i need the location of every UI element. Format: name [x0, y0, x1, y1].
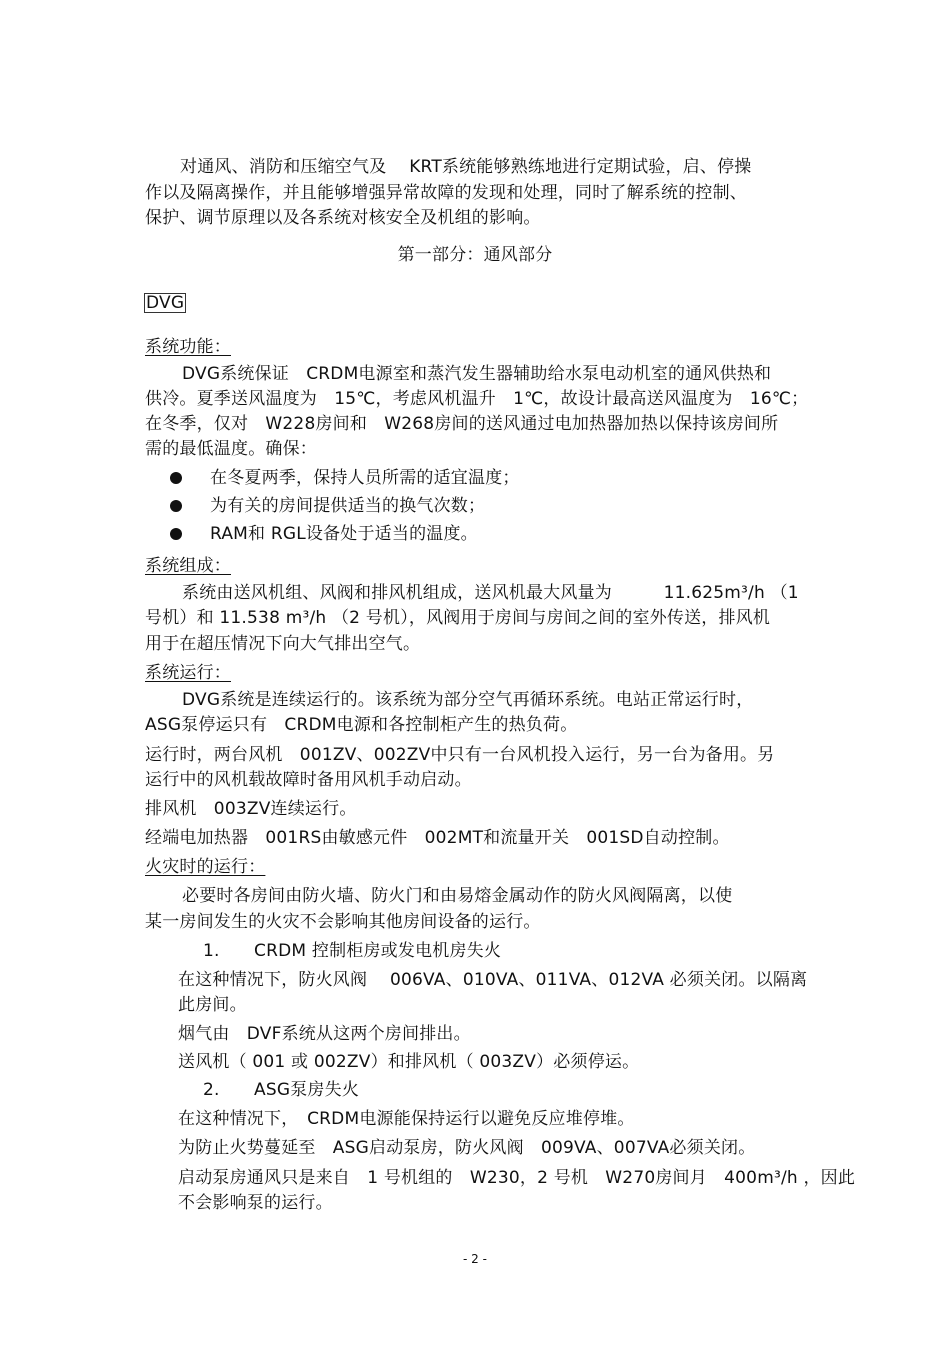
composition-line-2: 号机）和 11.538 m³/h （2 号机），风阀用于房间与房间之间的室外传送，排风机 — [145, 608, 771, 628]
fire-case1-line-2: 此房间。 — [178, 995, 247, 1015]
operation-line-2: ASG泵停运只有 CRDM电源和各控制柜产生的热负荷。 — [145, 715, 578, 735]
operation-line-4: 运行中的风机载故障时备用风机手动启动。 — [145, 770, 472, 790]
fire-case2-line-2: 为防止火势蔓延至 ASG启动泵房，防火风阀 009VA、007VA必须关闭。 — [178, 1138, 756, 1158]
fire-case2-title: 2. ASG泵房失火 — [203, 1080, 360, 1100]
operation-line-6: 经端电加热器 001RS由敏感元件 002MT和流量开关 001SD自动控制。 — [145, 828, 730, 848]
bullet-dot-2 — [170, 500, 182, 512]
function-heading: 系统功能： — [145, 337, 231, 357]
bullet-item-3: RAM和 RGL设备处于适当的温度。 — [210, 524, 478, 544]
function-line-4: 需的最低温度。确保： — [145, 439, 317, 459]
fire-case1-line-3: 烟气由 DVF系统从这两个房间排出。 — [178, 1024, 471, 1044]
bullet-dot-1 — [170, 472, 182, 484]
operation-line-1: DVG系统是连续运行的。该系统为部分空气再循环系统。电站正常运行时， — [182, 690, 754, 710]
intro-line-1: 对通风、消防和压缩空气及 KRT系统能够熟练地进行定期试验，启、停操 — [180, 157, 752, 177]
fire-line-1: 必要时各房间由防火墙、防火门和由易熔金属动作的防火风阀隔离，以使 — [182, 886, 733, 906]
system-name — [144, 293, 186, 313]
system-name-box: DVG — [146, 293, 185, 313]
function-line-3: 在冬季，仅对 W228房间和 W268房间的送风通过电加热器加热以保持该房间所 — [145, 414, 779, 434]
composition-heading: 系统组成： — [145, 556, 231, 576]
fire-case1-line-4: 送风机（ 001 或 002ZV）和排风机（ 003ZV）必须停运。 — [178, 1052, 640, 1072]
composition-line-1: 系统由送风机组、风阀和排风机组成，送风机最大风量为 11.625m³/h （1 — [182, 583, 799, 603]
page-number: - 2 - — [463, 1252, 487, 1266]
part-title: 第一部分：通风部分 — [397, 245, 553, 265]
fire-case1-line-1: 在这种情况下，防火风阀 006VA、010VA、011VA、012VA 必须关闭。以隔离 — [178, 970, 808, 990]
intro-line-2: 作以及隔离操作，并且能够增强异常故障的发现和处理，同时了解系统的控制、 — [145, 183, 747, 203]
intro-line-3: 保护、调节原理以及各系统对核安全及机组的影响。 — [145, 208, 541, 228]
fire-case2-line-1: 在这种情况下， CRDM电源能保持运行以避免反应堆停堆。 — [178, 1109, 635, 1129]
fire-line-2: 某一房间发生的火灾不会影响其他房间设备的运行。 — [145, 912, 541, 932]
fire-case1-title: 1. CRDM 控制柜房或发电机房失火 — [203, 941, 502, 961]
composition-line-3: 用于在超压情况下向大气排出空气。 — [145, 634, 421, 654]
function-line-2: 供冷。夏季送风温度为 15℃，考虑风机温升 1℃，故设计最高送风温度为 16℃； — [145, 389, 809, 409]
operation-line-3: 运行时，两台风机 001ZV、002ZV中只有一台风机投入运行，另一台为备用。另 — [145, 745, 775, 765]
bullet-item-2: 为有关的房间提供适当的换气次数； — [210, 496, 486, 516]
fire-heading: 火灾时的运行： — [145, 857, 266, 877]
function-line-1: DVG系统保证 CRDM电源室和蒸汽发生器辅助给水泵电动机室的通风供热和 — [182, 364, 772, 384]
operation-line-5: 排风机 003ZV连续运行。 — [145, 799, 357, 819]
fire-case2-line-4: 不会影响泵的运行。 — [178, 1193, 333, 1213]
fire-case2-line-3: 启动泵房通风只是来自 1 号机组的 W230，2 号机 W270房间月 400m³/h ，因此 — [178, 1168, 856, 1188]
operation-heading: 系统运行： — [145, 663, 231, 683]
bullet-item-1: 在冬夏两季，保持人员所需的适宜温度； — [210, 468, 520, 488]
bullet-dot-3 — [170, 528, 182, 540]
